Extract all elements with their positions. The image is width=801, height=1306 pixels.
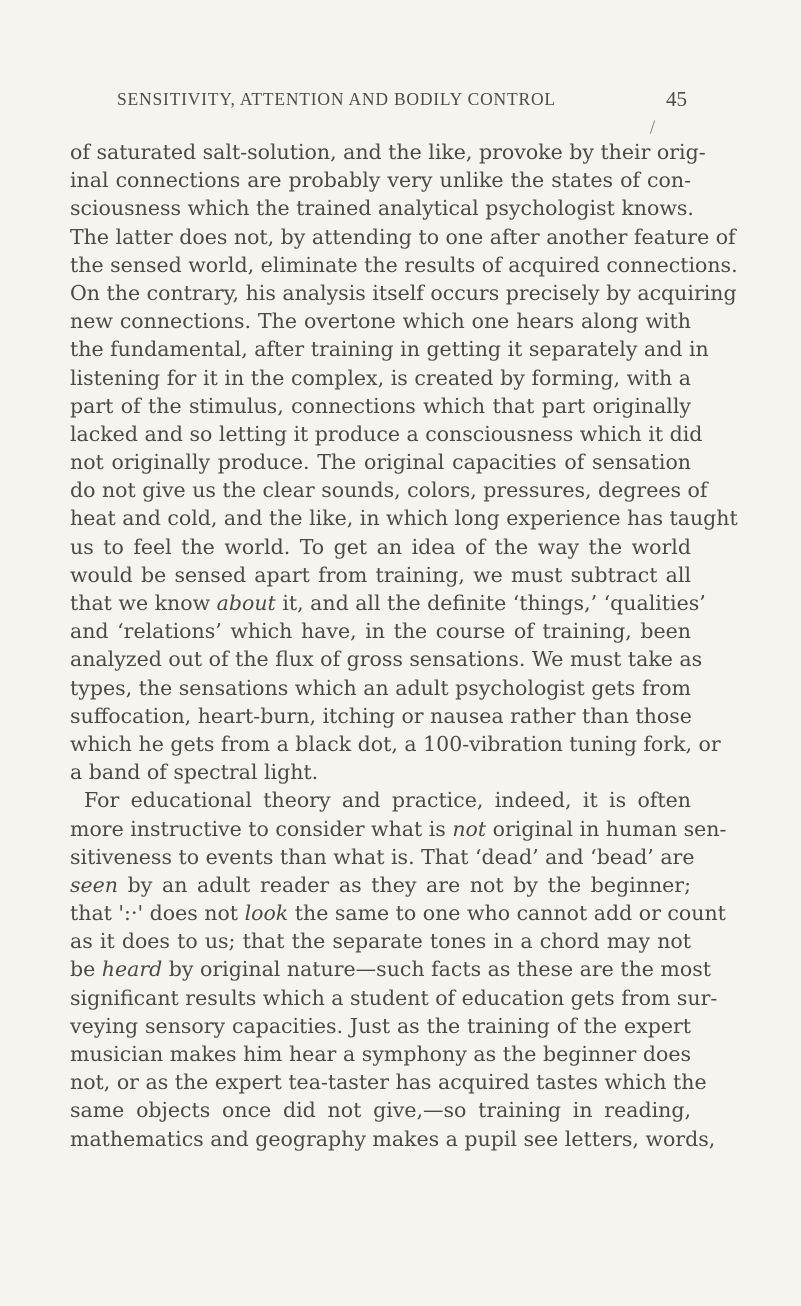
text-line <box>70 194 694 222</box>
text-segment: original in human sen- <box>486 816 727 841</box>
text-segment: veying sensory capacities. Just as the training of the expert <box>70 1013 691 1038</box>
text-segment: types, the sensations which an adult psychologist gets from <box>70 675 691 700</box>
text-segment: the same to one who cannot add or count <box>288 901 726 926</box>
text-line <box>70 392 691 420</box>
text-line <box>70 1068 707 1096</box>
text-segment: the sensed world, eliminate the results of acquired connections. <box>70 252 738 277</box>
text-segment: by an adult reader as they are not by the beginner; <box>118 872 691 897</box>
text-segment: us to feel the world. To get an idea of the way the world <box>70 534 691 559</box>
text-line <box>70 166 691 194</box>
text-line <box>70 1125 716 1153</box>
text-segment: On the contrary, his analysis itself occurs precisely by acquiring <box>70 280 737 305</box>
text-line <box>70 1096 691 1124</box>
text-line <box>70 815 727 843</box>
text-line <box>70 448 691 476</box>
text-segment: more instructive to consider what is <box>70 816 453 841</box>
text-segment: be <box>70 957 102 982</box>
text-segment: as it does to us; that the separate tones in a chord may not <box>70 929 691 954</box>
text-segment: it, and all the definite ‘things,’ ‘qualities’ <box>275 591 706 615</box>
text-line <box>70 758 691 786</box>
text-line <box>70 138 706 166</box>
text-line <box>70 420 703 448</box>
text-segment: mathematics and geography makes a pupil see letters, words, <box>70 1126 716 1151</box>
text-segment: a band of spectral light. <box>70 760 319 785</box>
text-line <box>70 955 711 983</box>
text-line <box>70 364 691 392</box>
text-line <box>70 674 691 702</box>
text-line <box>70 533 691 561</box>
italic-text: about <box>216 591 276 615</box>
italic-text: look <box>244 901 289 926</box>
text-line <box>70 786 691 814</box>
running-head <box>117 89 687 113</box>
text-segment: significant results which a student of education gets from sur- <box>70 985 718 1010</box>
text-segment: which he gets from a black dot, a 100-vibration tuning fork, or <box>70 731 721 756</box>
text-segment: by original nature—such facts as these are the most <box>162 957 711 982</box>
stray-pencil-mark <box>650 120 655 134</box>
text-line <box>70 1040 691 1068</box>
text-segment: that ':·' does not <box>70 901 245 926</box>
text-segment: the fundamental, after training in getting it separately and in <box>70 337 709 362</box>
text-line <box>70 843 695 871</box>
text-line <box>70 899 726 927</box>
text-segment: part of the stimulus, connections which that part originally <box>70 393 691 418</box>
text-segment: analyzed out of the flux of gross sensations. We must take as <box>70 647 703 672</box>
text-segment: of saturated salt-solution, and the like, provoke by their orig- <box>70 140 706 164</box>
italic-text: heard <box>101 957 163 982</box>
text-segment: do not give us the clear sounds, colors, pressures, degrees of <box>70 478 708 503</box>
text-segment: The latter does not, by attending to one after another feature of <box>70 224 736 249</box>
text-line <box>70 730 721 758</box>
text-line <box>70 589 706 617</box>
running-head-title: SENSITIVITY, ATTENTION AND BODILY CONTROL <box>117 89 556 109</box>
text-line <box>70 617 691 645</box>
text-line <box>70 927 691 955</box>
text-segment: would be sensed apart from training, we must subtract all <box>70 562 691 587</box>
text-segment: For educational theory and practice, indeed, it is often <box>84 788 691 813</box>
text-line <box>70 1012 691 1040</box>
text-segment: heat and cold, and the like, in which long experience has taught <box>70 506 738 531</box>
text-line <box>70 871 691 899</box>
page-number: 45 <box>666 87 687 111</box>
text-segment: not, or as the expert tea-taster has acquired tastes which the <box>70 1070 707 1095</box>
italic-text: not <box>452 816 487 841</box>
text-line <box>70 335 709 363</box>
text-segment: inal connections are probably very unlike the states of con- <box>70 168 691 193</box>
text-segment: listening for it in the complex, is created by forming, with a <box>70 365 691 390</box>
italic-text: seen <box>70 872 118 897</box>
text-segment: not originally produce. The original capacities of sensation <box>70 450 691 475</box>
text-segment: and ‘relations’ which have, in the course of training, been <box>70 619 691 644</box>
text-line <box>70 702 691 730</box>
text-line <box>70 251 738 279</box>
text-line <box>70 984 718 1012</box>
text-line <box>70 307 691 335</box>
text-segment: musician makes him hear a symphony as the beginner does <box>70 1042 691 1066</box>
text-line <box>70 645 703 673</box>
text-segment: lacked and so letting it produce a consciousness which it did <box>70 421 703 446</box>
text-segment: suffocation, heart-burn, itching or nausea rather than those <box>70 703 692 728</box>
text-segment: sciousness which the trained analytical psychologist knows. <box>70 196 694 221</box>
text-line <box>70 561 691 589</box>
text-line <box>70 279 737 307</box>
text-line <box>70 223 736 251</box>
text-segment: same objects once did not give,—so training in reading, <box>70 1098 691 1123</box>
text-line <box>70 504 738 532</box>
text-segment: that we know <box>70 591 217 615</box>
text-segment: sitiveness to events than what is. That ‘dead’ and ‘bead’ are <box>70 844 695 869</box>
text-line <box>70 476 708 504</box>
text-segment: new connections. The overtone which one hears along with <box>70 309 691 334</box>
body-text <box>70 138 738 1153</box>
